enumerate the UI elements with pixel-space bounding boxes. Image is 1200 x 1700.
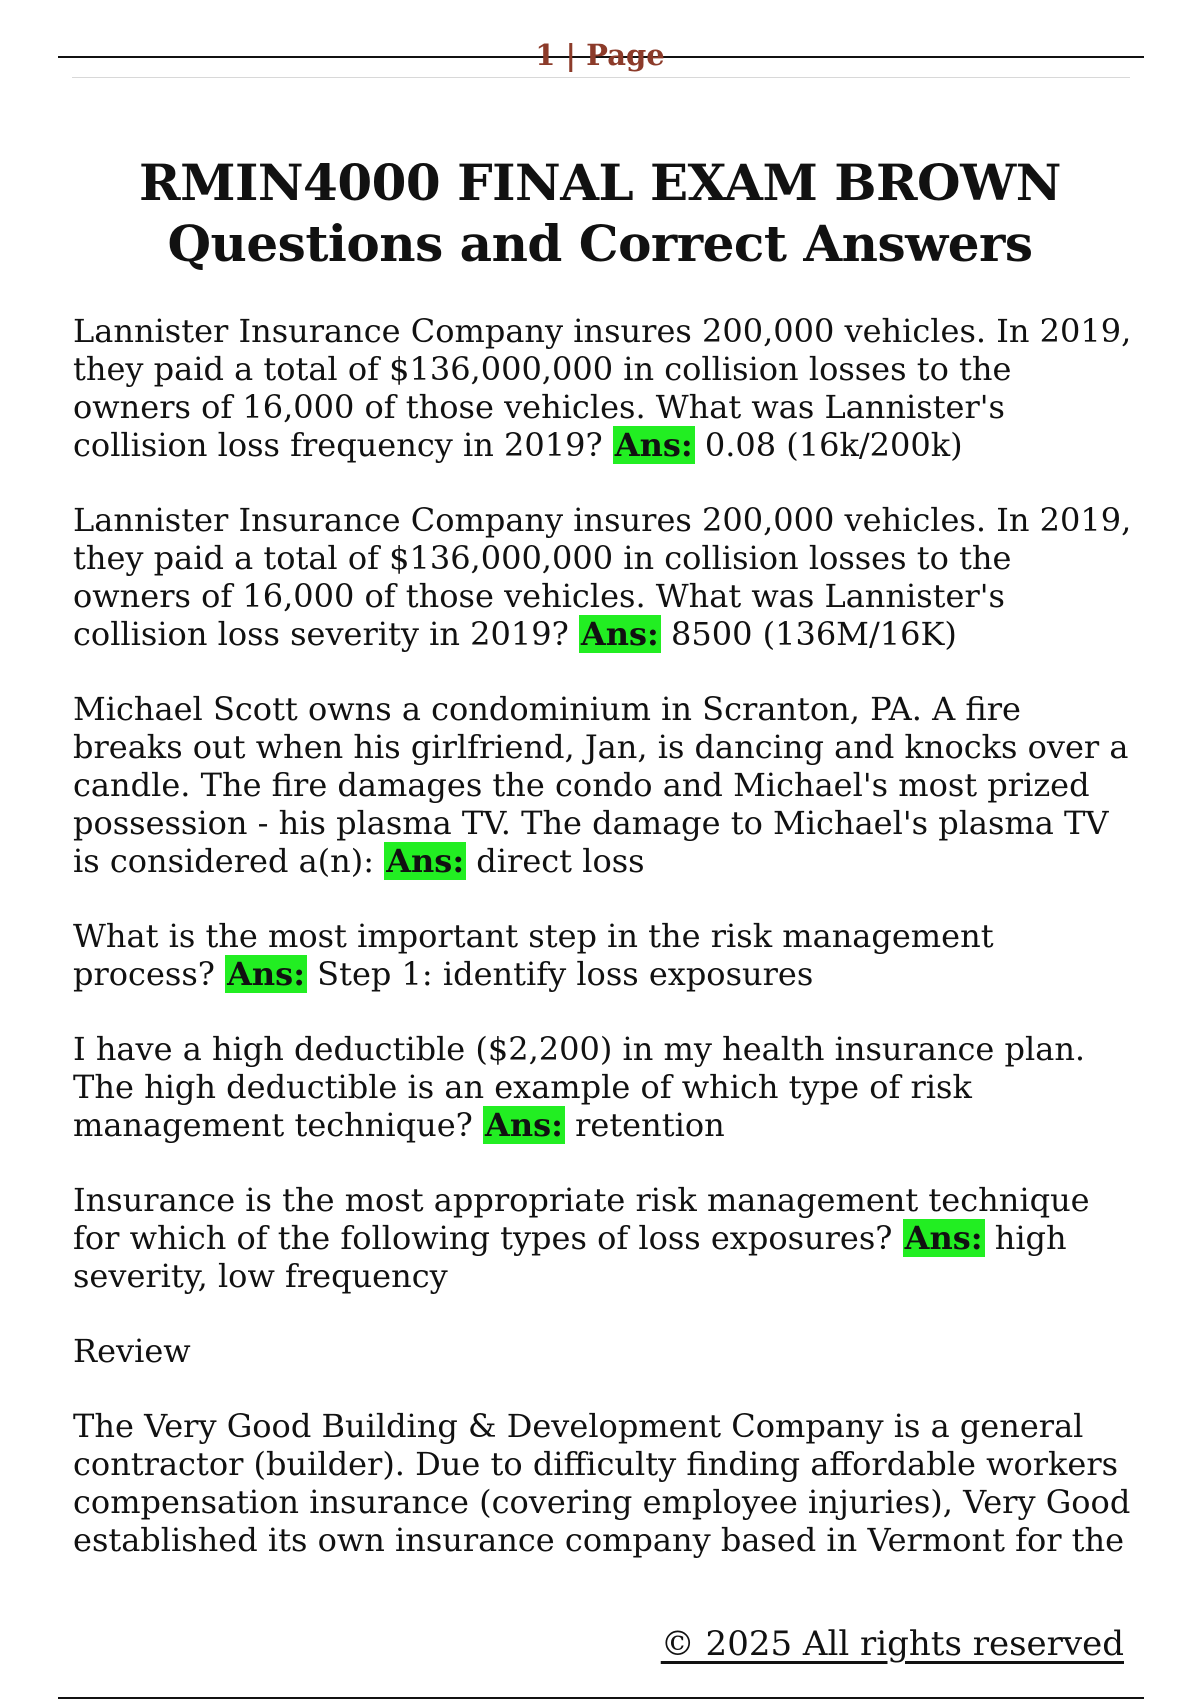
qa-item	[73, 917, 1133, 993]
answer-label: Ans:	[614, 426, 693, 464]
trailing-question-text: The Very Good Building & Development Company is a general contractor (builder). Due to difficulty finding affordable workers compensation insurance (covering employee injuries), Very Good established its own insurance company based in Vermont for the	[73, 1407, 1131, 1559]
answer-text: 8500 (136M/16K)	[671, 615, 957, 653]
qa-item	[73, 1181, 1133, 1295]
header-subrule	[72, 77, 1130, 78]
answer-text: retention	[575, 1106, 725, 1144]
answer-text: high severity, low frequency	[73, 1219, 1067, 1295]
answer-text: direct loss	[476, 842, 645, 880]
answer-text: Step 1: identify loss exposures	[317, 955, 814, 993]
qa-item	[73, 690, 1133, 880]
question-text: What is the most important step in the risk management process?	[73, 917, 994, 993]
review-heading: Review	[73, 1332, 191, 1370]
question-text: Lannister Insurance Company insures 200,000 vehicles. In 2019, they paid a total of $136,000,000 in collision losses to the owners of 16,000 of those vehicles. What was Lannister's collision loss severity in 2019?	[73, 501, 1132, 653]
qa-content	[73, 312, 1133, 1596]
qa-item	[73, 501, 1133, 653]
qa-item	[73, 1030, 1133, 1144]
title-line-1: RMIN4000 FINAL EXAM BROWN	[139, 153, 1061, 212]
answer-label: Ans:	[484, 1106, 563, 1144]
answer-label: Ans:	[904, 1219, 983, 1257]
title-line-2: Questions and Correct Answers	[167, 214, 1033, 273]
qa-item	[73, 312, 1133, 464]
copyright-notice: © 2025 All rights reserved	[660, 1624, 1124, 1664]
answer-label: Ans:	[227, 955, 305, 993]
answer-label: Ans:	[386, 842, 465, 880]
question-text: Insurance is the most appropriate risk management technique for which of the following types of loss exposures?	[73, 1181, 1090, 1257]
question-text: Lannister Insurance Company insures 200,000 vehicles. In 2019, they paid a total of $136,000,000 in collision losses to the owners of 16,000 of those vehicles. What was Lannister's collision loss frequency in 2019?	[73, 312, 1132, 464]
page-number: 1 | Page	[535, 38, 665, 72]
question-text: Michael Scott owns a condominium in Scranton, PA. A fire breaks out when his girlfriend, Jan, is dancing and knocks over a candle. The fire damages the condo and Michael's most prized possession - his plasma TV. The damage to Michael's plasma TV is considered a(n):	[73, 690, 1129, 880]
document-title	[60, 152, 1140, 274]
answer-text: 0.08 (16k/200k)	[704, 426, 963, 464]
answer-label: Ans:	[580, 615, 659, 653]
question-text: I have a high deductible ($2,200) in my health insurance plan. The high deductible is an example of which type of risk management technique?	[73, 1030, 1086, 1144]
footer-rule	[58, 1697, 1144, 1699]
